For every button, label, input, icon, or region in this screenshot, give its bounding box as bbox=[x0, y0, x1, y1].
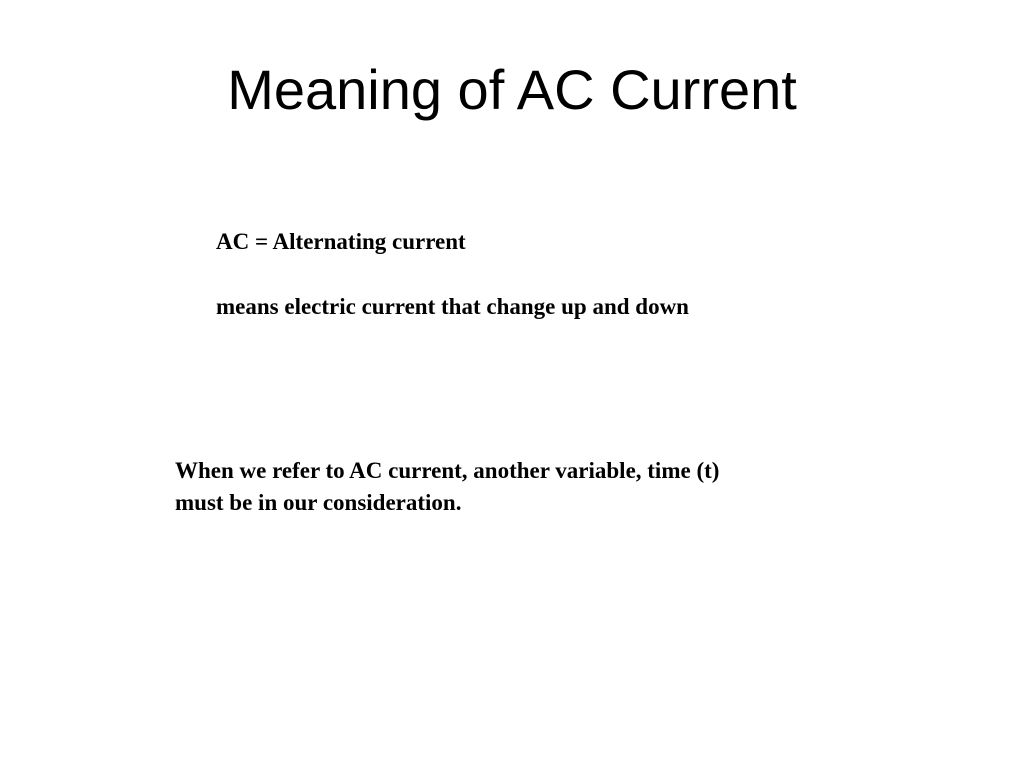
meaning-text: means electric current that change up and down bbox=[216, 294, 689, 319]
note-paragraph bbox=[175, 455, 875, 519]
note-line-1: When we refer to AC current, another variable, time (t) bbox=[175, 458, 720, 483]
note-line-2: must be in our consideration. bbox=[175, 490, 462, 515]
slide-title: Meaning of AC Current bbox=[227, 58, 797, 121]
definition-text: AC = Alternating current bbox=[216, 229, 466, 254]
